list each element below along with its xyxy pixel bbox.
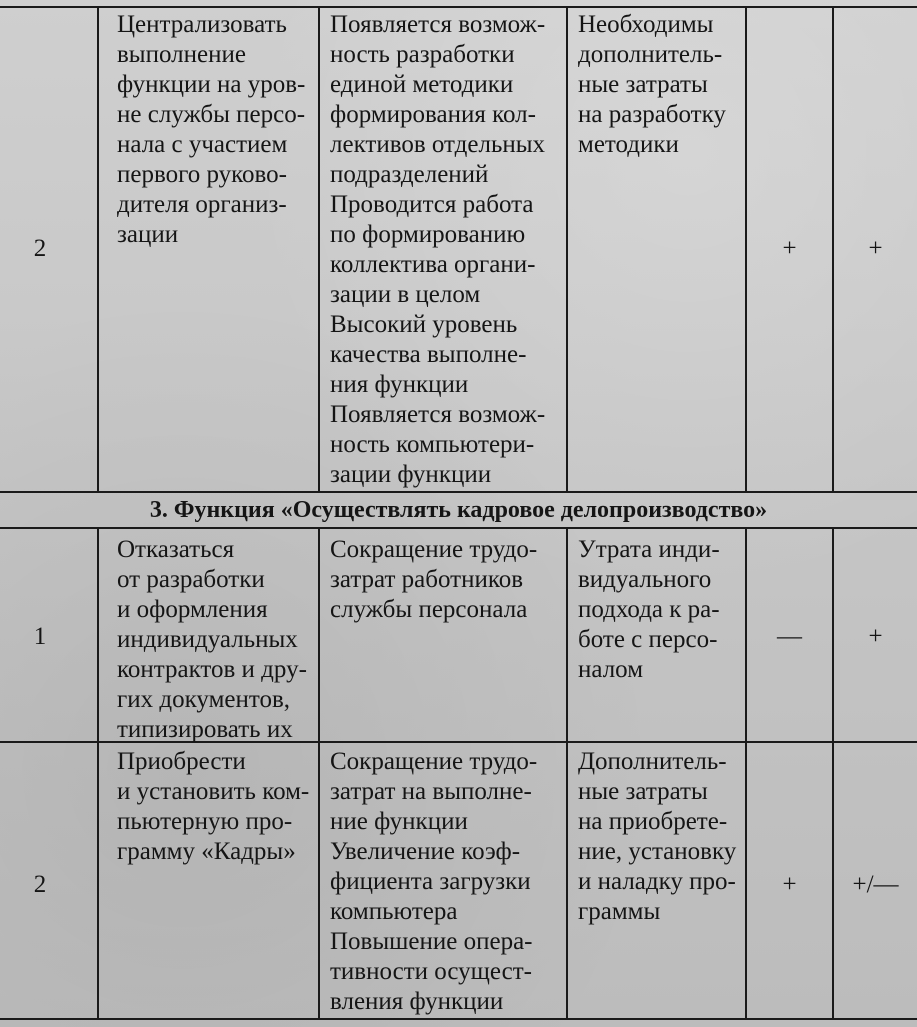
assessment-mark: + <box>782 871 797 898</box>
heading-divider <box>0 527 917 529</box>
assessment-mark: + <box>868 235 883 262</box>
column-divider <box>318 527 320 1018</box>
measure-cell: Централизовать выполнение функции на уров- не службы персо- нала с участием первого руково- дителя организ- зации <box>117 11 306 248</box>
column-divider <box>745 527 747 1018</box>
table-top-rule <box>0 6 917 8</box>
column-divider <box>318 6 320 491</box>
table-bottom-rule <box>0 1018 917 1020</box>
disadvantages-cell: Необходимы дополнитель- ные затраты на разработку методики <box>578 11 726 158</box>
assessment-mark: + <box>868 623 883 650</box>
section-heading: 3. Функция «Осуществлять кадровое делопроизводство» <box>149 497 768 523</box>
advantages-cell: Сокращение трудо- затрат на выполне- ние функции Увеличение коэф- фициента загрузки компьютера Повышение опера- тивности осущест- вления функции <box>330 748 538 1015</box>
measure-cell: Отказаться от разработки и оформления индивидуальных контрактов и дру- гих документов, типизировать их <box>117 536 307 743</box>
assessment-mark: — <box>777 623 802 650</box>
row-number: 1 <box>33 623 47 650</box>
column-divider <box>566 527 568 1018</box>
column-divider <box>97 527 99 1018</box>
measure-cell: Приобрести и установить ком- пьютерную про- грамму «Кадры» <box>117 748 310 865</box>
row-divider <box>0 491 917 493</box>
row-number: 2 <box>33 235 47 262</box>
assessment-mark: +/— <box>852 871 899 898</box>
advantages-cell: Сокращение трудо- затрат работников службы персонала <box>330 536 538 623</box>
row-number: 2 <box>33 871 47 898</box>
disadvantages-cell: Дополнитель- ные затраты на приобрете- ние, установку и наладку про- граммы <box>578 748 737 925</box>
column-divider <box>832 527 834 1018</box>
column-divider <box>97 6 99 491</box>
disadvantages-cell: Утрата инди- видуального подхода к ра- боте с персо- налом <box>578 536 720 683</box>
column-divider <box>566 6 568 491</box>
advantages-cell: Появляется возмож- ность разработки единой методики формирования кол- лективов отдельных подразделений Проводится работа по формированию коллектива органи- зации в целом Высокий уровень качества выполне- ния функции Появляется возмож- ность компьютери- зации функции <box>330 11 546 488</box>
assessment-mark: + <box>782 235 797 262</box>
